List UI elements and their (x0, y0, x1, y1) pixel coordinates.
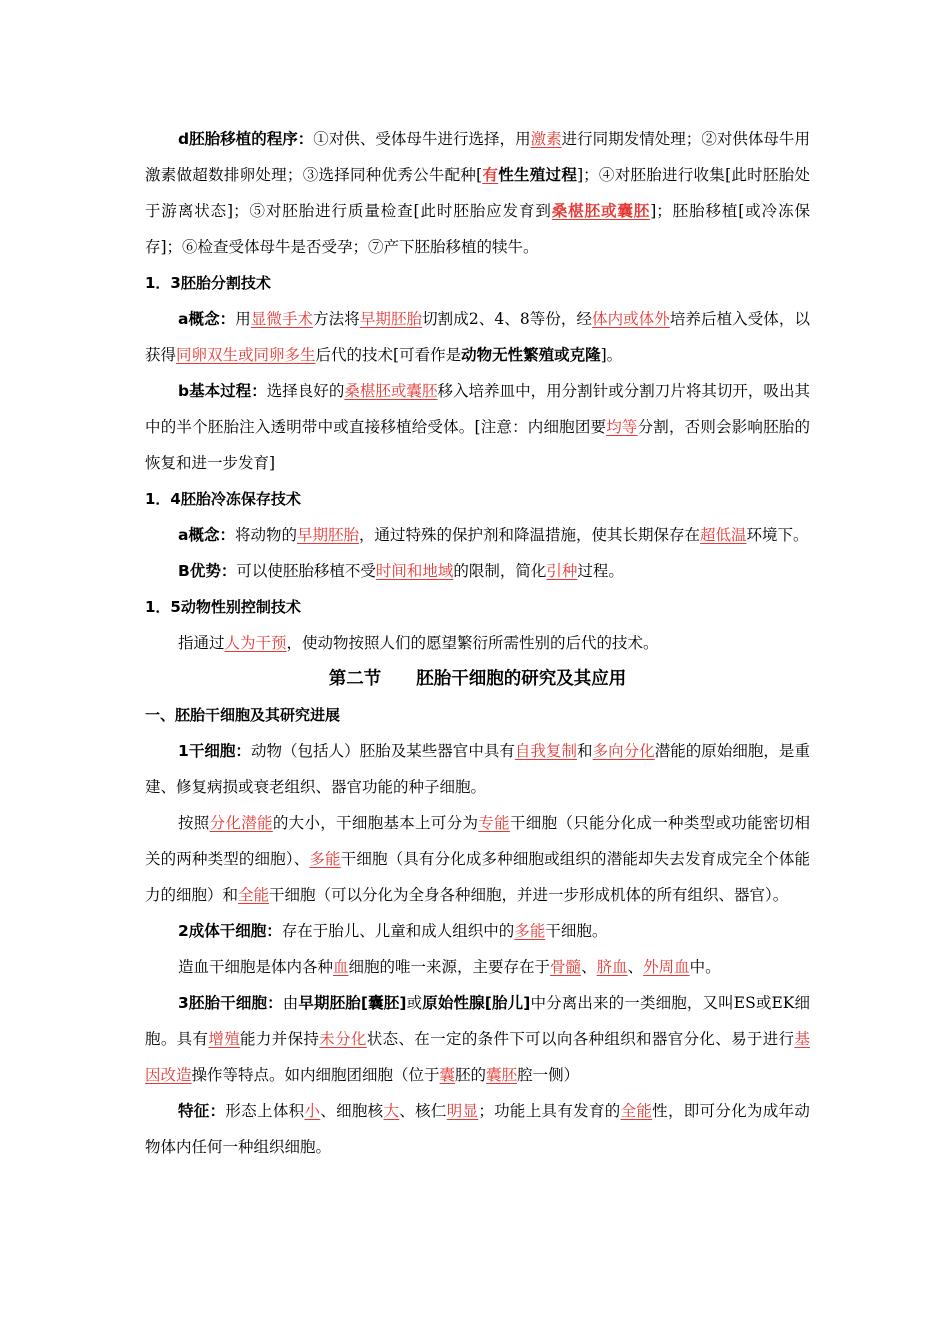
key-term: 多能 (309, 850, 341, 868)
paragraph (145, 1093, 810, 1165)
text-run: 、 (581, 958, 597, 976)
bold-label: 3胚胎干细胞： (178, 994, 283, 1012)
key-term: 明显 (446, 1102, 479, 1120)
text-run: 1．4胚胎冷冻保存技术 (145, 490, 301, 508)
text-run: 按照 (178, 814, 210, 832)
text-run: 、 (627, 958, 644, 976)
text-run: 动物（包括人）胚胎及某些器官中具有 (250, 742, 515, 760)
paragraph (145, 733, 810, 805)
text-run: ①对供、受体母牛进行选择，用 (313, 130, 531, 148)
key-term: 未分化 (319, 1030, 367, 1048)
key-term: 早期胚胎 (359, 310, 423, 328)
key-term: 桑椹胚或囊胚 (344, 382, 438, 400)
bold-label: 1干细胞： (178, 742, 251, 760)
key-term: 小 (304, 1102, 321, 1120)
key-term: 外周血 (643, 958, 690, 976)
text-run: ]；④对胚胎进行收集[此时胚胎处于游离状态]；⑤对胚胎进行质量检查[此时胚胎应发育到 (145, 166, 810, 220)
key-term: 有 (482, 166, 499, 184)
key-term: 激素 (530, 130, 562, 148)
key-term: 多能 (514, 922, 546, 940)
text-run: 、核仁 (399, 1102, 447, 1120)
key-term: 自我复制 (514, 742, 578, 760)
key-term: 大 (383, 1102, 400, 1120)
text-run: ]。 (600, 346, 623, 364)
text-run: 干细胞（只能分化成一种类型或功能密切相关的两种类型的细胞）、 (145, 814, 810, 868)
text-run: ，通过特殊的保护剂和降温措施，使其长期保存在 (359, 526, 701, 544)
key-term: 人为干预 (224, 634, 287, 652)
text-run: 潜能的原始细胞，是重建、修复病损或衰老组织、器官功能的种子细胞。 (145, 742, 810, 796)
text-run: ]；胚胎移植[或冷冻保存]；⑥检查受体母牛是否受孕；⑦产下胚胎移植的犊牛。 (145, 202, 810, 256)
text-run: 能力并保持 (240, 1030, 320, 1048)
text-run: 或 (406, 994, 423, 1012)
key-term: 多向分化 (592, 742, 655, 760)
paragraph (145, 373, 810, 481)
text-run: 中。 (689, 958, 721, 976)
paragraph (145, 121, 810, 265)
text-run: ，使动物按照人们的愿望繁衍所需性别的后代的技术。 (286, 634, 659, 652)
paragraph (145, 985, 810, 1093)
subheading (145, 481, 810, 517)
text-run: 将动物的 (234, 526, 297, 544)
key-term: 分化潜能 (209, 814, 273, 832)
text-run: 方法将 (313, 310, 360, 328)
text-run: 形态上体积 (225, 1102, 305, 1120)
key-term: 均等 (606, 418, 638, 436)
text-run: 进行同期发情处理；②对供体母牛用激素做超数排卵处理；③选择同种优秀公牛配种[ (145, 130, 810, 184)
subheading (145, 589, 810, 625)
text-run: 性，即可分化为成年动物体内任何一种组织细胞。 (145, 1102, 810, 1156)
text-run: 培养后植入受体，以获得 (145, 310, 810, 364)
paragraph (145, 517, 810, 553)
text-run: ；功能上具有发育的 (478, 1102, 621, 1120)
text-run: 胚的 (455, 1066, 487, 1084)
text-run: 造血干细胞是体内各种 (178, 958, 334, 976)
bold-label: 性生殖过程 (498, 166, 578, 184)
key-term: 超低温 (700, 526, 747, 544)
bold-label: d胚胎移植的程序： (178, 130, 314, 148)
key-term: 囊胚 (486, 1066, 518, 1084)
text-run: 存在于胎儿、儿童和成人组织中的 (281, 922, 515, 940)
bold-label: a概念： (178, 310, 236, 328)
paragraph (145, 301, 810, 373)
key-term: 引种 (546, 562, 578, 580)
bold-label: a概念： (178, 526, 235, 544)
text-run: 、细胞核 (320, 1102, 384, 1120)
text-run: 过程。 (577, 562, 624, 580)
paragraph (145, 949, 810, 985)
text-run: 第二节 胚胎干细胞的研究及其应用 (328, 669, 627, 689)
bold-label: B优势： (178, 562, 237, 580)
text-run: 移入培养皿中，用分割针或分割刀片将其切开，吸出其中的半个胚胎注入透明带中或直接移植给受体。[注意：内细胞团要 (145, 382, 810, 436)
key-term: 全能 (238, 886, 270, 904)
key-term: 桑椹胚或囊胚 (551, 202, 651, 220)
text-run: 中分离出来的一类细胞，又叫ES或EK细胞。具有 (145, 994, 810, 1048)
key-term: 显微手术 (250, 310, 314, 328)
text-run: 和 (577, 742, 593, 760)
text-run: 状态、在一定的条件下可以向各种组织和器官分化、易于进行 (366, 1030, 795, 1048)
key-term: 时间和地域 (375, 562, 454, 580)
key-term: 同卵双生或同卵多生 (176, 346, 316, 364)
subheading (145, 697, 810, 733)
text-run: 腔一侧） (517, 1066, 580, 1084)
key-term: 体内或体外 (592, 310, 670, 328)
subheading (145, 265, 810, 301)
paragraph (145, 805, 810, 913)
text-run: 1．3胚胎分割技术 (145, 274, 271, 292)
bold-label: 原始性腺[胎儿] (422, 994, 531, 1012)
text-run: 细胞的唯一来源，主要存在于 (348, 958, 551, 976)
key-term: 基因改造 (145, 1030, 810, 1084)
document-body (145, 121, 810, 1165)
text-run: 1．5动物性别控制技术 (145, 598, 301, 616)
bold-label: 动物无性繁殖或克隆 (461, 346, 601, 364)
text-run: 指通过 (178, 634, 225, 652)
bold-label: b基本过程： (178, 382, 267, 400)
key-term: 血 (333, 958, 349, 976)
text-run: 操作等特点。如内细胞团细胞（位于 (191, 1066, 440, 1084)
text-run: 的限制，简化 (453, 562, 547, 580)
text-run: 干细胞。 (545, 922, 608, 940)
key-term: 早期胚胎 (296, 526, 359, 544)
text-run: 选择良好的 (266, 382, 345, 400)
text-run: 后代的技术[可看作是 (315, 346, 462, 364)
key-term: 脐血 (596, 958, 628, 976)
bold-label: 早期胚胎[囊胚] (298, 994, 407, 1012)
text-run: 切割成2、4、8等份，经 (422, 310, 593, 328)
key-term: 全能 (620, 1102, 653, 1120)
text-run: 用 (235, 310, 251, 328)
text-run: 环境下。 (746, 526, 809, 544)
section-title (145, 661, 810, 697)
paragraph (145, 913, 810, 949)
bold-label: 2成体干细胞： (178, 922, 282, 940)
text-run: 干细胞（可以分化为全身各种细胞，并进一步形成机体的所有组织、器官）。 (269, 886, 789, 904)
paragraph (145, 625, 810, 661)
bold-label: 特征： (178, 1102, 226, 1120)
key-term: 增殖 (208, 1030, 241, 1048)
text-run: 一、胚胎干细胞及其研究进展 (145, 706, 341, 724)
key-term: 专能 (478, 814, 510, 832)
text-run: 的大小，干细胞基本上可分为 (272, 814, 479, 832)
text-run: 分割，否则会影响胚胎的恢复和进一步发育] (145, 418, 810, 472)
key-term: 囊 (439, 1066, 456, 1084)
paragraph (145, 553, 810, 589)
text-run: 可以使胚胎移植不受 (236, 562, 376, 580)
key-term: 骨髓 (550, 958, 582, 976)
text-run: 由 (282, 994, 299, 1012)
text-run: 干细胞（具有分化成多种细胞或组织的潜能却失去发育成完全个体能力的细胞）和 (145, 850, 810, 904)
